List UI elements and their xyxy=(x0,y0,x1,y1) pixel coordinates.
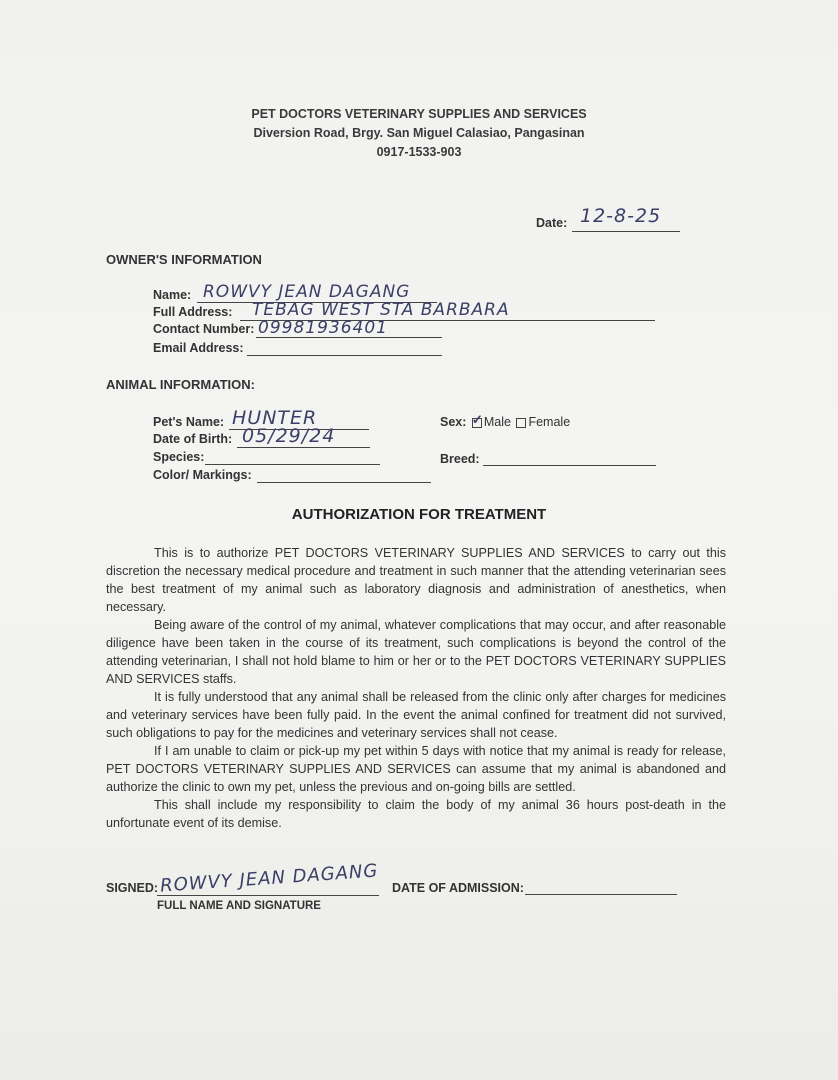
signature-line xyxy=(157,895,379,896)
name-label: Name: xyxy=(153,288,192,302)
pet-name-label: Pet's Name: xyxy=(153,415,225,429)
paragraph: This is to authorize PET DOCTORS VETERINARY SUPPLIES AND SERVICES to carry out this discretion the necessary medical procedure and treatment in such manner that the attending veterinarian sees the best treatment of my animal such as laboratory diagnosis and administration of anesthetics, when necessary. xyxy=(106,546,726,614)
dob-label: Date of Birth: xyxy=(153,432,233,446)
species-label: Species: xyxy=(153,450,205,464)
signature-caption: FULL NAME AND SIGNATURE xyxy=(157,900,321,912)
signed-label: SIGNED: xyxy=(106,881,159,895)
paragraph: This shall include my responsibility to claim the body of my animal 36 hours post-death in the unfortunate event of its demise. xyxy=(106,798,726,830)
breed-label: Breed: xyxy=(440,452,480,466)
male-label: Male xyxy=(483,415,511,429)
date-value[interactable]: 12-8-25 xyxy=(580,205,662,227)
date-label: Date: xyxy=(536,216,568,230)
contact-value[interactable]: 09981936401 xyxy=(258,318,388,338)
email-field[interactable] xyxy=(247,355,442,356)
clinic-address: Diversion Road, Brgy. San Miguel Calasiao, Pangasinan xyxy=(253,126,585,140)
paragraph: If I am unable to claim or pick-up my pet within 5 days with notice that my animal is ready for release, PET DOCTORS VETERINARY SUPPLIES AND SERVICES can assume that my animal is abandoned and authorize the clinic to own my pet, unless the previous and on-going bills are settled. xyxy=(106,744,726,794)
address-value[interactable]: TEBAG WEST STA BARBARA xyxy=(252,300,510,320)
female-label: Female xyxy=(528,415,571,429)
animal-section-title: ANIMAL INFORMATION: xyxy=(106,377,255,392)
color-label: Color/ Markings: xyxy=(153,468,252,482)
color-field[interactable] xyxy=(257,482,431,483)
sex-label: Sex: xyxy=(440,415,467,429)
dob-value[interactable]: 05/29/24 xyxy=(242,425,336,447)
contact-label: Contact Number: xyxy=(153,322,255,336)
female-checkbox[interactable] xyxy=(516,418,526,428)
address-label: Full Address: xyxy=(153,305,233,319)
paragraph: Being aware of the control of my animal, whatever complications that may occur, and after reasonable diligence have been taken in the course of its treatment, such complications is beyond the control of the attending veterinarian, I shall not hold blame to him or her or to the PET DOCTORS VETERINARY SUPPLIES AND SERVICES staffs. xyxy=(106,618,726,686)
pet-name-value[interactable]: HUNTER xyxy=(232,407,318,429)
paragraph: It is fully understood that any animal shall be released from the clinic only after charges for medicines and veterinary services have been fully paid. In the event the animal confined for treatment did not survived, such obligations to pay for the medicines and veterinary services shall not cease. xyxy=(106,690,726,740)
authorization-title: AUTHORIZATION FOR TREATMENT xyxy=(291,506,547,523)
name-value[interactable]: ROWVY JEAN DAGANG xyxy=(203,282,411,302)
email-label: Email Address: xyxy=(153,341,244,355)
admission-label: DATE OF ADMISSION: xyxy=(392,881,524,895)
clinic-phone: 0917-1533-903 xyxy=(376,145,462,159)
authorization-body xyxy=(106,544,726,832)
male-checkbox[interactable]: ✓ xyxy=(471,411,483,427)
admission-date-field[interactable] xyxy=(525,894,677,895)
signature-value[interactable]: ROWVY JEAN DAGANG xyxy=(159,860,380,897)
clinic-name: PET DOCTORS VETERINARY SUPPLIES AND SERVICES xyxy=(251,107,587,121)
sex-field xyxy=(440,411,571,429)
date-line xyxy=(572,231,680,232)
owner-section-title: OWNER'S INFORMATION xyxy=(106,252,262,267)
breed-field[interactable] xyxy=(483,465,656,466)
dob-line xyxy=(237,447,370,448)
species-field[interactable] xyxy=(205,464,380,465)
